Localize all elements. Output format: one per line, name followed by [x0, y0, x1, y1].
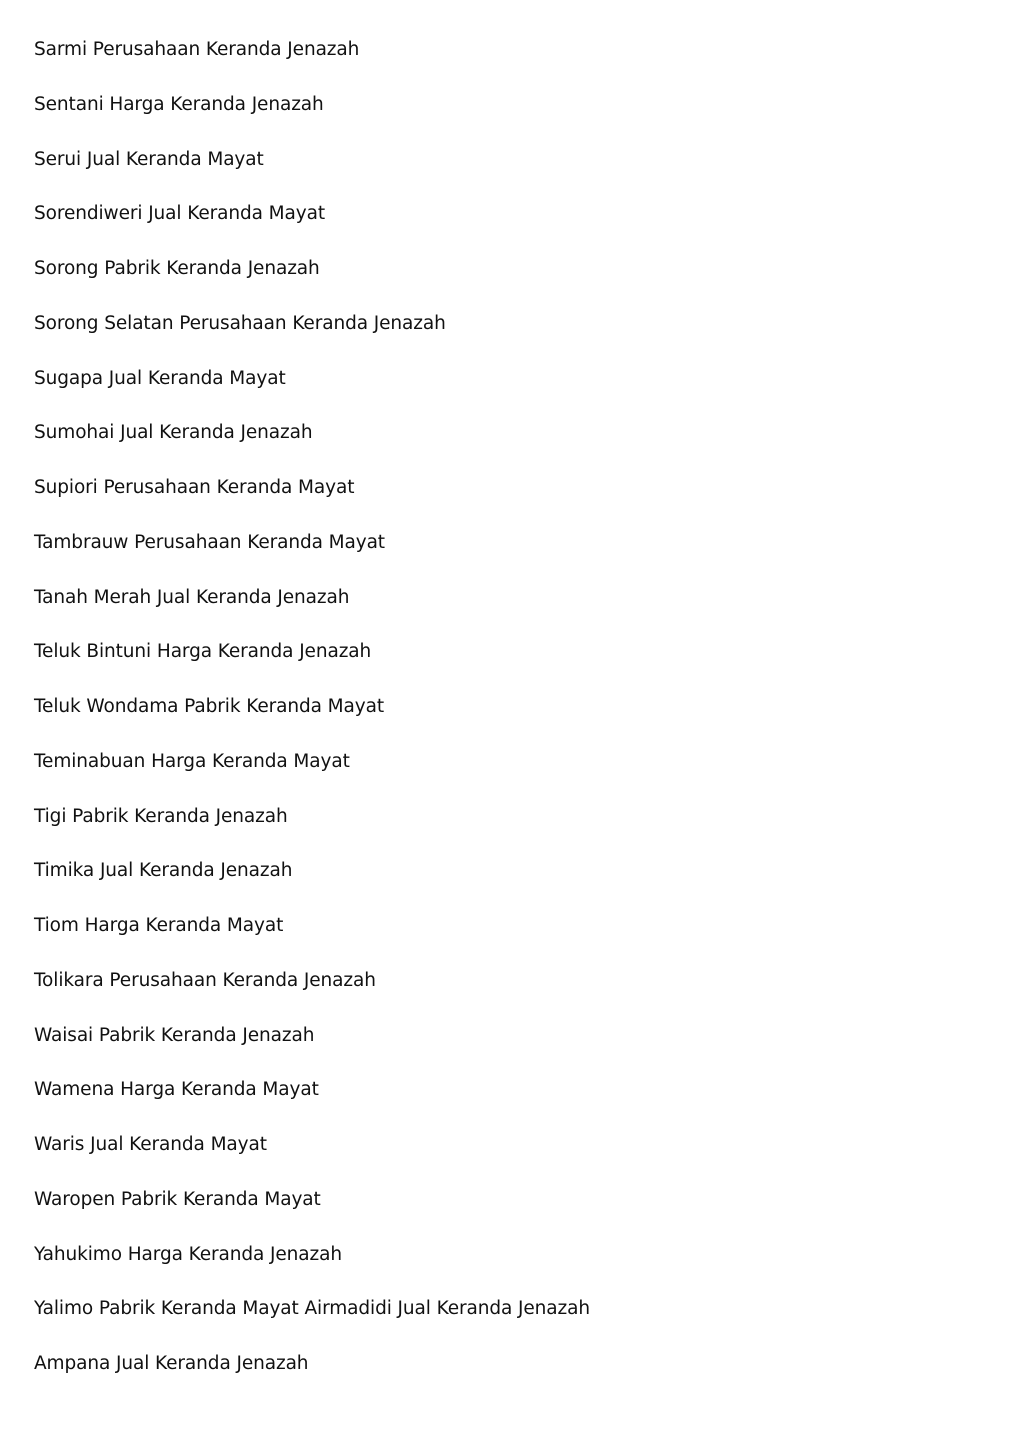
text-line: Timika Jual Keranda Jenazah [34, 860, 293, 882]
text-line: Sorong Pabrik Keranda Jenazah [34, 258, 320, 279]
text-line: Wamena Harga Keranda Mayat [34, 1079, 319, 1101]
text-line-list [34, 38, 590, 1407]
text-line: Yalimo Pabrik Keranda Mayat Airmadidi Jual Keranda Jenazah [34, 1298, 590, 1320]
text-line: Waisai Pabrik Keranda Jenazah [34, 1024, 315, 1046]
text-line: Serui Jual Keranda Mayat [34, 148, 264, 170]
text-line: Tanah Merah Jual Keranda Jenazah [34, 586, 350, 608]
text-line: Teluk Wondama Pabrik Keranda Mayat [34, 696, 384, 717]
text-line: Tambrauw Perusahaan Keranda Mayat [34, 531, 385, 553]
text-line: Tolikara Perusahaan Keranda Jenazah [34, 969, 376, 991]
text-line: Teminabuan Harga Keranda Mayat [34, 750, 350, 772]
text-line: Tiom Harga Keranda Mayat [34, 915, 284, 936]
text-line: Sumohai Jual Keranda Jenazah [34, 422, 313, 444]
text-line: Yahukimo Harga Keranda Jenazah [34, 1243, 342, 1265]
text-line: Tigi Pabrik Keranda Jenazah [34, 805, 288, 827]
text-line: Supiori Perusahaan Keranda Mayat [34, 477, 355, 498]
text-line: Sorong Selatan Perusahaan Keranda Jenazah [34, 312, 446, 334]
text-line: Sentani Harga Keranda Jenazah [34, 93, 324, 115]
text-line: Teluk Bintuni Harga Keranda Jenazah [34, 641, 372, 663]
text-line: Ampana Jual Keranda Jenazah [34, 1353, 309, 1374]
text-line: Sarmi Perusahaan Keranda Jenazah [34, 39, 360, 60]
text-line: Sorendiweri Jual Keranda Mayat [34, 203, 325, 225]
text-line: Sugapa Jual Keranda Mayat [34, 367, 286, 389]
text-line: Waropen Pabrik Keranda Mayat [34, 1188, 321, 1210]
text-line: Waris Jual Keranda Mayat [34, 1134, 267, 1155]
